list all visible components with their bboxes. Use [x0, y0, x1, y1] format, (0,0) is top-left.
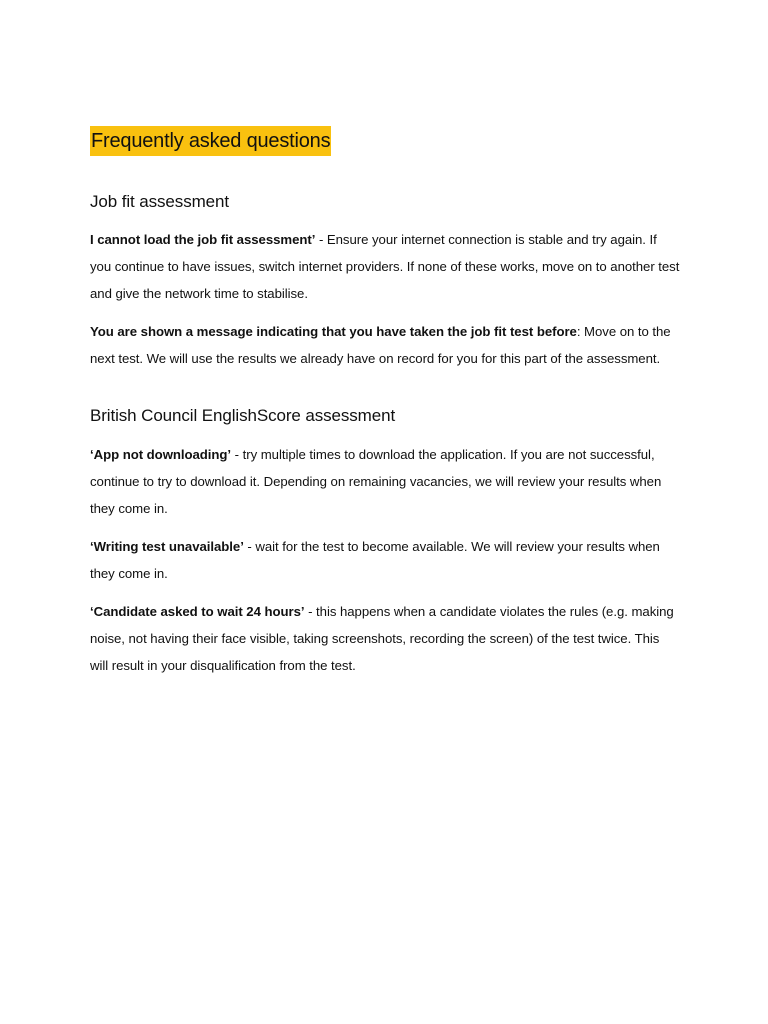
faq-item	[90, 318, 680, 372]
page-title: Frequently asked questions	[90, 126, 331, 156]
faq-item-question: ‘Candidate asked to wait 24 hours’	[90, 604, 305, 619]
faq-item	[90, 226, 680, 307]
section-heading-british-council: British Council EnglishScore assessment	[90, 406, 396, 425]
faq-item	[90, 598, 680, 679]
faq-item-answer: - Ensure your internet connection is stable and try again. If you continue to have issues, switch internet providers. If none of these works, move on to another test and give the network time to stabilise.	[90, 232, 680, 301]
faq-item-answer: - wait for the test to become available. We will review your results when they come in.	[90, 539, 660, 581]
faq-item-question: ‘Writing test unavailable’	[90, 539, 244, 554]
section-heading-job-fit: Job fit assessment	[90, 192, 229, 211]
faq-item-answer: - this happens when a candidate violates the rules (e.g. making noise, not having their face visible, taking screenshots, recording the screen) of the test twice. This will result in your disqualification from the test.	[90, 604, 674, 673]
faq-item	[90, 441, 680, 522]
faq-item-question: You are shown a message indicating that you have taken the job fit test before	[90, 324, 577, 339]
faq-item-answer: - try multiple times to download the application. If you are not successful, continue to try to download it. Depending on remaining vacancies, we will review your results when they come in.	[90, 447, 662, 516]
faq-item-question: I cannot load the job fit assessment’	[90, 232, 316, 247]
faq-item-question: ‘App not downloading’	[90, 447, 232, 462]
faq-item	[90, 533, 680, 587]
faq-document	[90, 126, 680, 679]
faq-item-answer: : Move on to the next test. We will use the results we already have on record for you for this part of the assessment.	[90, 324, 671, 366]
